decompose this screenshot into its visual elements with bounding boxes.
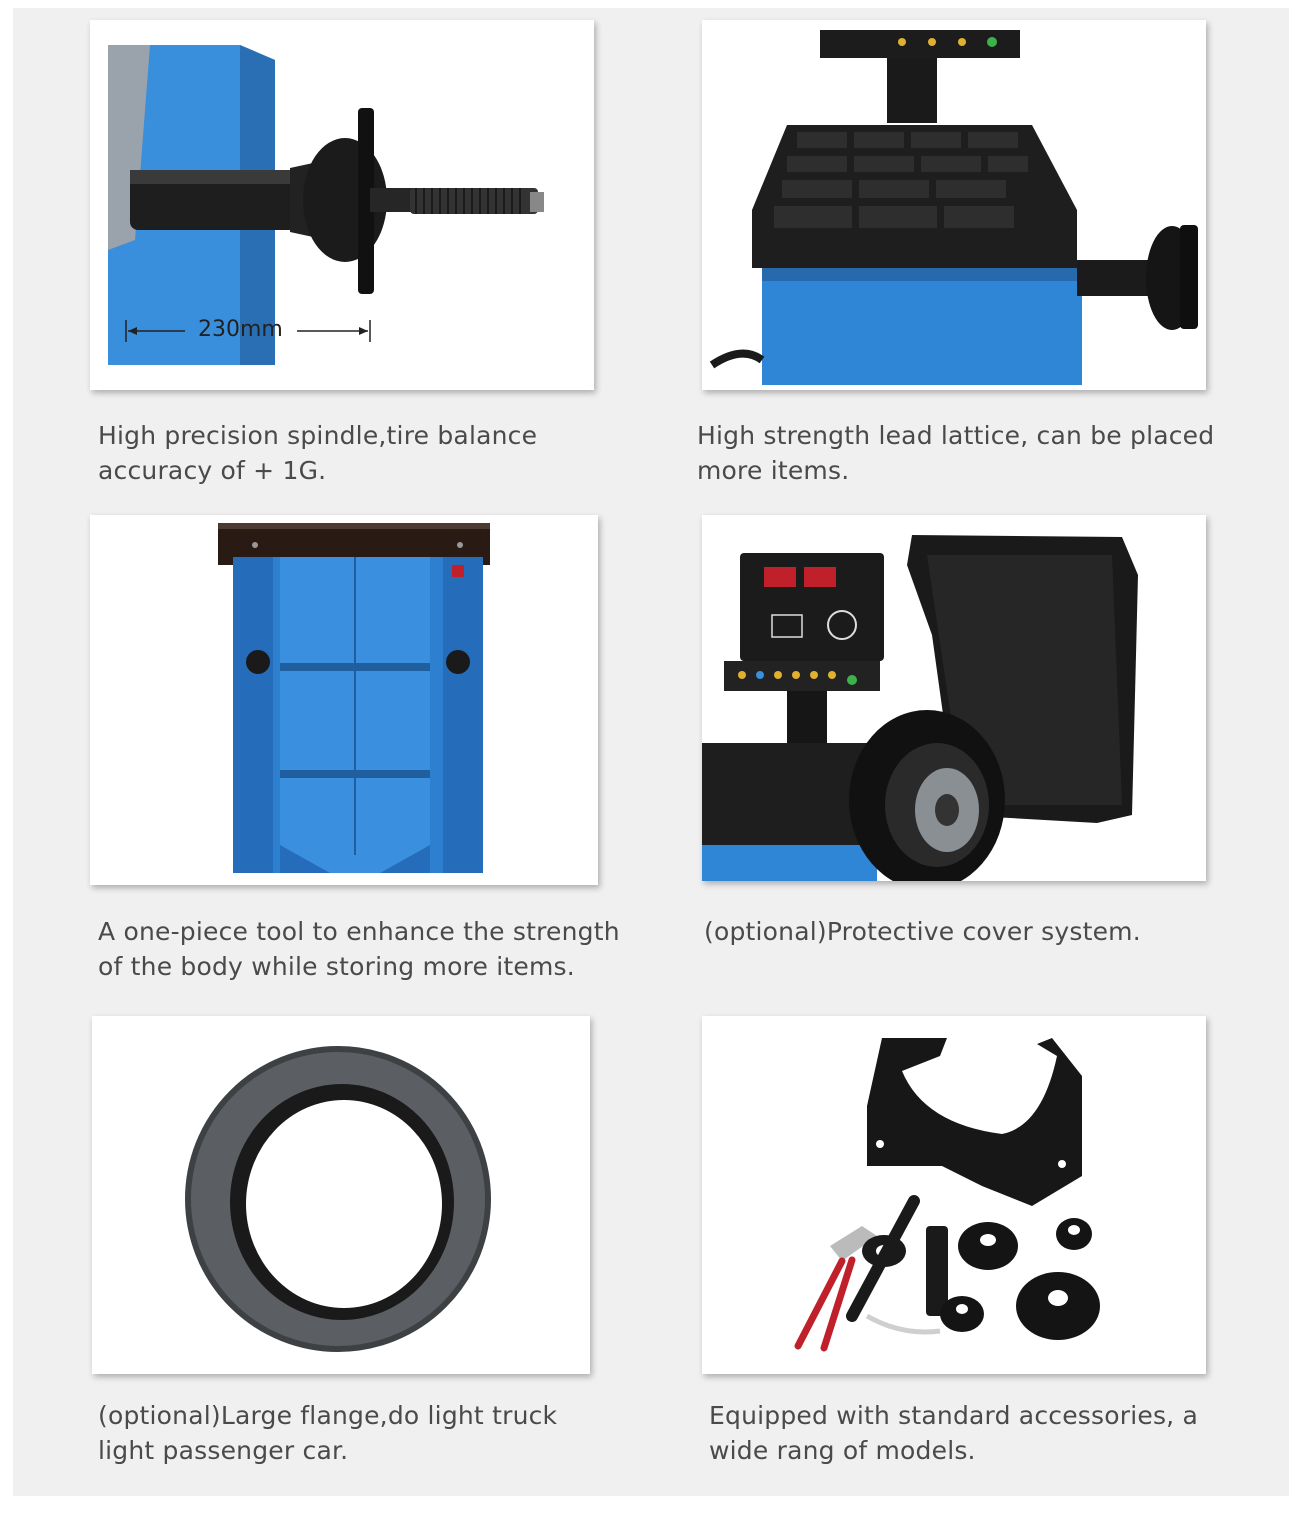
measurement-label: 230mm (198, 317, 283, 342)
accessories-photo (702, 1016, 1206, 1374)
protective-cover-photo (702, 515, 1206, 881)
body-frame-photo (90, 515, 598, 885)
spindle-photo (90, 20, 594, 390)
caption-body-frame: A one-piece tool to enhance the strength of the body while storing more items. (98, 917, 620, 981)
lead-lattice-photo (702, 20, 1206, 390)
caption-protective-cover: (optional)Protective cover system. (704, 917, 1141, 946)
caption-lead-lattice: High strength lead lattice, can be placed more items. (697, 421, 1215, 485)
caption-large-flange: (optional)Large flange,do light truck light passenger car. (98, 1401, 558, 1465)
caption-spindle: High precision spindle,tire balance accuracy of + 1G. (98, 421, 538, 485)
large-flange-photo (92, 1016, 590, 1374)
caption-accessories: Equipped with standard accessories, a wide rang of models. (709, 1401, 1198, 1465)
